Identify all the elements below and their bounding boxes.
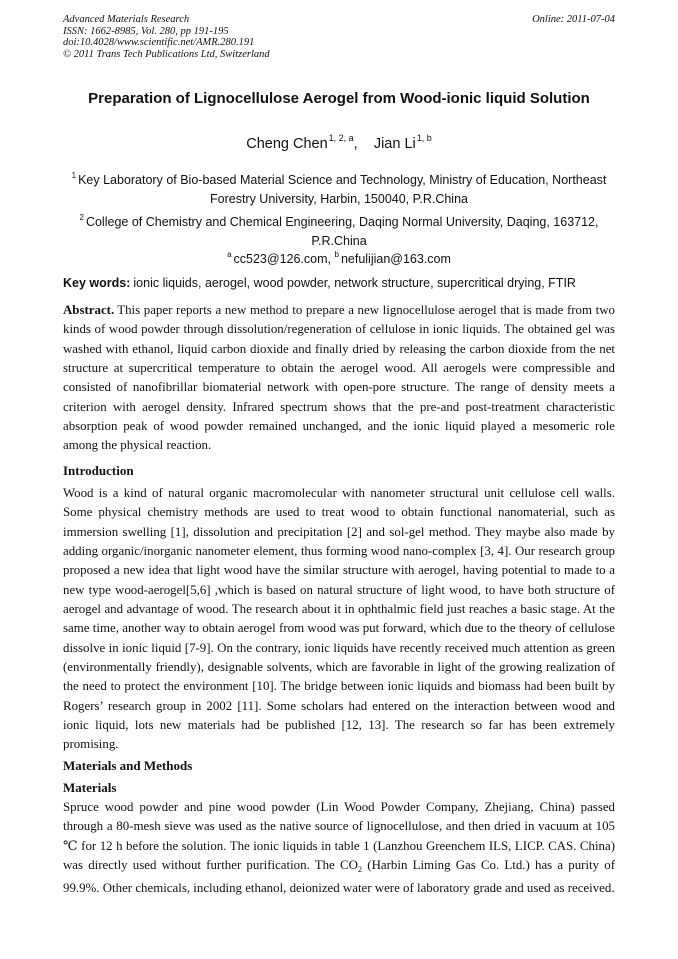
abstract-text: This paper reports a new method to prepare a new lignocellulose aerogel that is made from two kinds of wood powder through dissolution/regeneration of cellulose in ionic liquids. The obtained gel was washed with ethanol, liquid carbon dioxide and finally dried by releasing the carbon dioxide from the net structure at supercritical temperature to obtain the aerogel wood. All aerogels were compressible and consisted of nanofibrillar biomaterial network with open-pore structure. The range of density meets a criterion with aerogel density. Infrared spectrum shows that the pre-and post-treatment characteristic absorption peak of wood powder remained unchanged, and the ionic liquid played a mesomeric role among the physical reaction.	[63, 303, 615, 453]
subsection-heading-materials: Materials	[63, 780, 117, 795]
journal-doi: doi:10.4028/www.scientific.net/AMR.280.191	[63, 37, 255, 48]
affiliation-mark: 2	[79, 213, 84, 222]
email-mark: a	[227, 250, 232, 259]
paper-title: Preparation of Lignocellulose Aerogel from Wood-ionic liquid Solution	[88, 90, 590, 107]
introduction-text: Wood is a kind of natural organic macromolecular with nanometer structural unit cellulose cell walls. Some physical chemistry methods are used to treat wood to obtain functional nanomaterial, such as immersion swelling [1], dissolution and precipitation [2] and sol-gel method. They maybe also made by adding organic/inorganic nanometer element, thus forming wood nano-complex [3, 4]. Our research group proposed a new idea that light wood have the similar structure with aerogel, having potential to made to a new type wood-aerogel[5,6] ,which is based on natural structure of light wood, to have both structure of aerogel and advantage of wood. The research about it in ophthalmic field just reaches a basic stage. At the same time, another way to obtain aerogel from wood was put forward, which due to the theory of cellulose dissolve in ionic liquid [7-9]. On the contrary, ionic liquids have recently received much attention as green (environmentally friendly), designable solvents, which are favorable in light of the growing realization of the need to protect the environment [10]. The bridge between ionic liquids and biomass had been built by Rogers’ research group in 2002 [11]. Some scholars had entered on the interaction between wood and ionic liquid, lots new materials had be published [12, 13]. The research so far has been extremely promising.	[63, 486, 615, 752]
email: nefulijian@163.com	[340, 252, 451, 266]
co2-subscript: 2	[357, 864, 363, 875]
author-name: Cheng Chen	[246, 136, 328, 152]
journal-name: Advanced Materials Research	[63, 14, 190, 25]
materials-text-part: Spruce wood powder and pine wood powder (Lin Wood Powder Company, Zhejiang, China) passed through a 80-mesh sieve was used as the native source of lignocellulose, and then dried in vacuum at 105 ℃ for 12 h before the solution. The ionic liquids in table 1 (Lanzhou Greenchem ILS, LICP. CAS. China) was directly used without further purification. The CO	[63, 800, 615, 873]
keywords-text: ionic liquids, aerogel, wood powder, network structure, supercritical drying, FTIR	[133, 276, 576, 290]
affiliation-text: College of Chemistry and Chemical Engineering, Daqing Normal University, Daqing, 163712, P.R.China	[85, 215, 599, 248]
affiliation-2	[62, 208, 616, 251]
section-heading-introduction: Introduction	[63, 463, 134, 478]
email: cc523@126.com,	[233, 252, 331, 266]
author-affiliation-mark: 1, b	[416, 133, 432, 143]
journal-issn: ISSN: 1662-8985, Vol. 280, pp 191-195	[63, 25, 229, 37]
affiliation-mark: 1	[71, 171, 77, 180]
materials-text	[63, 798, 615, 899]
abstract	[63, 301, 615, 456]
online-date: Online: 2011-07-04	[532, 14, 615, 25]
journal-header	[63, 14, 615, 60]
affiliation-1	[62, 166, 616, 209]
author-emails	[40, 250, 638, 266]
author-list: Cheng Chen$^{1, 2, a}$, Jian Li$^{1, b}$	[246, 133, 432, 152]
materials-text-part: (Harbin Liming Gas Co. Ltd.) has a purity of 99.9%. Other chemicals, including ethanol, deionized water were of laboratory grade and used as received.	[63, 858, 615, 896]
email-mark: b	[334, 250, 339, 259]
affiliation-text: Key Laboratory of Bio-based Material Science and Technology, Ministry of Education, Northeast Forestry University, Harbin, 150040, P.R.China	[78, 173, 607, 206]
section-heading-materials-methods: Materials and Methods	[63, 758, 193, 773]
journal-copyright: © 2011 Trans Tech Publications Ltd, Switzerland	[63, 48, 270, 60]
author-affiliation-mark: 1, 2, a	[328, 133, 354, 143]
author-name: Jian Li	[373, 136, 416, 152]
keywords-label: Key words:	[63, 276, 131, 290]
keywords	[63, 276, 615, 290]
abstract-label: Abstract.	[63, 303, 115, 317]
